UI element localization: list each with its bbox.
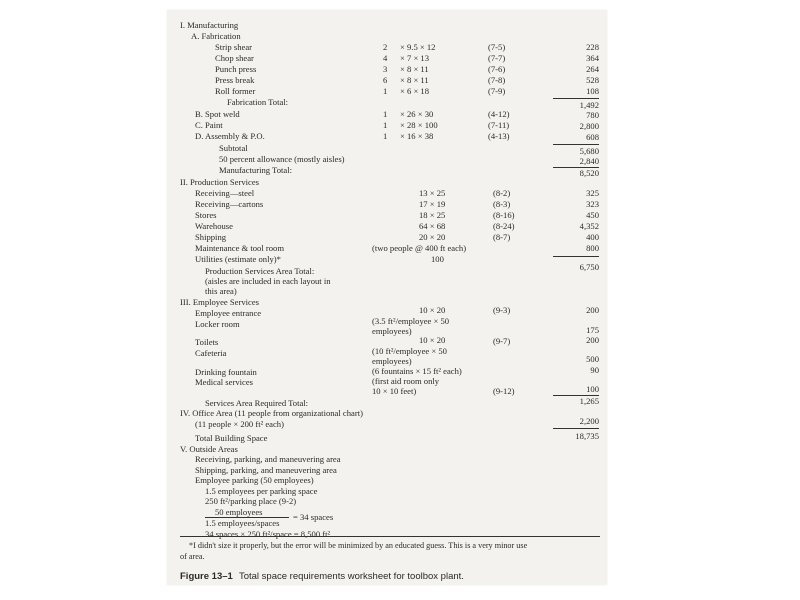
- row-area: 90: [590, 365, 599, 375]
- row-dims: × 9.5 × 12: [400, 42, 436, 52]
- total-label: Total Building Space: [195, 433, 268, 443]
- fraction-denominator: 1.5 employees/spaces: [205, 518, 280, 528]
- row-dims: × 26 × 30: [400, 109, 434, 119]
- row-label: Locker room: [195, 319, 240, 329]
- row-label: Toilets: [195, 337, 219, 347]
- row-dims: (10 ft²/employee × 50: [372, 346, 447, 356]
- caption-text: Total space requirements worksheet for toolbox plant.: [238, 571, 464, 582]
- row-dims: 17 × 19: [419, 199, 446, 209]
- row-area: 4,352: [579, 221, 599, 231]
- row-area: 228: [586, 42, 599, 52]
- row-label: (11 people × 200 ft² each): [195, 419, 284, 429]
- footnote-rule: [180, 536, 600, 537]
- row-qty: 2: [383, 42, 388, 52]
- row-area: 800: [586, 243, 599, 253]
- row-ref: (9-3): [493, 305, 511, 315]
- row-ref: (7-5): [488, 42, 506, 52]
- fraction-result: = 34 spaces: [293, 512, 334, 522]
- row-label: Punch press: [215, 64, 257, 74]
- total-value: 1,492: [579, 100, 599, 110]
- row-dims: 20 × 20: [419, 232, 446, 242]
- sum-rule: [553, 144, 599, 145]
- subtotal-value: 5,680: [579, 146, 599, 156]
- row-ref: (4-12): [488, 109, 510, 119]
- row-ref: (8-24): [493, 221, 515, 231]
- row-dims: × 7 × 13: [400, 53, 430, 63]
- row-dims: (two people @ 400 ft each): [372, 243, 467, 253]
- row-area: 325: [586, 188, 599, 198]
- scanned-page: [167, 10, 607, 585]
- row-area: 500: [586, 354, 599, 364]
- row-dims: × 6 × 18: [400, 86, 430, 96]
- subtotal-label: Subtotal: [219, 143, 248, 153]
- row-ref: (7-9): [488, 86, 506, 96]
- row-label: Press break: [215, 75, 255, 85]
- row-label: Utilities (estimate only)*: [195, 254, 281, 264]
- row-qty: 1: [383, 109, 388, 119]
- row-dims: 100: [431, 254, 444, 264]
- row-ref: (7-11): [488, 120, 510, 130]
- row-area: 264: [586, 64, 599, 74]
- sum-rule: [553, 98, 599, 99]
- row-dims: × 8 × 11: [400, 75, 429, 85]
- row-qty: 4: [383, 53, 388, 63]
- row-ref: (8-16): [493, 210, 515, 220]
- section-title: II. Production Services: [180, 177, 259, 187]
- row-area: 400: [586, 232, 599, 242]
- sum-rule: [553, 428, 599, 429]
- row-dims: employees): [372, 356, 412, 366]
- row-dims: 10 × 10 feet): [372, 386, 417, 396]
- section-title: III. Employee Services: [180, 297, 259, 307]
- row-ref: (8-2): [493, 188, 511, 198]
- row-area: 100: [586, 384, 599, 394]
- figure-caption: [180, 570, 464, 583]
- row-dims: (first aid room only: [372, 376, 440, 386]
- row-ref: (7-7): [488, 53, 506, 63]
- total-note: this area): [205, 286, 237, 296]
- section-title: I. Manufacturing: [180, 20, 239, 30]
- footnote: *I didn't size it properly, but the error will be minimized by an educated guess. This is a very minor use: [189, 541, 528, 550]
- row-dims: (3.5 ft²/employee × 50: [372, 316, 450, 326]
- row-ref: (7-6): [488, 64, 506, 74]
- row-dims: × 28 × 100: [400, 120, 438, 130]
- row-dims: × 8 × 11: [400, 64, 429, 74]
- row-ref: (8-7): [493, 232, 511, 242]
- row-area: 175: [586, 325, 599, 335]
- row-area: 108: [586, 86, 599, 96]
- total-value: 18,735: [575, 431, 599, 441]
- figure-number: Figure 13–1: [180, 571, 233, 582]
- row-ref: (8-3): [493, 199, 511, 209]
- row-ref: (7-8): [488, 75, 506, 85]
- subsection-title: A. Fabrication: [191, 31, 241, 41]
- row-area: 2,800: [579, 121, 599, 131]
- text-line: 34 spaces × 250 ft²/space = 8,500 ft²: [205, 529, 331, 539]
- row-ref: (9-7): [493, 336, 511, 346]
- row-area: 364: [586, 53, 599, 63]
- total-label: Production Services Area Total:: [205, 266, 315, 276]
- row-label: Roll former: [215, 86, 256, 96]
- row-area: 323: [586, 199, 599, 209]
- row-dims: 10 × 20: [419, 335, 446, 345]
- row-label: Shipping: [195, 232, 227, 242]
- total-value: 1,265: [579, 396, 599, 406]
- row-label: Drinking fountain: [195, 367, 257, 377]
- row-dims: × 16 × 38: [400, 131, 434, 141]
- footnote: of area.: [180, 552, 205, 561]
- row-label: Warehouse: [195, 221, 233, 231]
- row-dims: 64 × 68: [419, 221, 446, 231]
- row-area: 2,200: [579, 416, 599, 426]
- row-qty: 1: [383, 86, 388, 96]
- row-qty: 6: [383, 75, 388, 85]
- row-label: Maintenance & tool room: [195, 243, 285, 253]
- row-qty: 1: [383, 120, 388, 130]
- total-label: Fabrication Total:: [227, 97, 289, 107]
- total-note: (aisles are included in each layout in: [205, 276, 331, 286]
- row-area: 450: [586, 210, 599, 220]
- row-area: 780: [586, 110, 599, 120]
- allowance-label: 50 percent allowance (mostly aisles): [219, 154, 345, 164]
- row-dims: 10 × 20: [419, 305, 446, 315]
- row-label: Employee entrance: [195, 308, 262, 318]
- total-value: 8,520: [579, 168, 599, 178]
- text-line: Shipping, parking, and maneuvering area: [195, 465, 337, 475]
- text-line: Employee parking (50 employees): [195, 475, 314, 485]
- row-dims: 18 × 25: [419, 210, 446, 220]
- row-label: B. Spot weld: [195, 109, 240, 119]
- row-dims: employees): [372, 326, 412, 336]
- row-label: Receiving—steel: [195, 188, 255, 198]
- row-qty: 3: [383, 64, 388, 74]
- fraction-numerator: 50 employees: [215, 507, 263, 517]
- row-dims: 13 × 25: [419, 188, 446, 198]
- row-ref: (9-12): [493, 386, 515, 396]
- row-area: 200: [586, 335, 599, 345]
- row-label: Receiving—cartons: [195, 199, 264, 209]
- row-label: C. Paint: [195, 120, 223, 130]
- row-label: Strip shear: [215, 42, 252, 52]
- row-label: Stores: [195, 210, 217, 220]
- section-title: V. Outside Areas: [180, 444, 238, 454]
- row-label: Medical services: [195, 377, 253, 387]
- row-area: 528: [586, 75, 599, 85]
- total-label: Manufacturing Total:: [219, 165, 292, 175]
- allowance-value: 2,840: [579, 156, 599, 166]
- row-area: 608: [586, 132, 599, 142]
- row-area: 200: [586, 305, 599, 315]
- total-value: 6,750: [579, 262, 599, 272]
- section-title: IV. Office Area (11 people from organizational chart): [180, 408, 363, 418]
- row-label: Chop shear: [215, 53, 254, 63]
- row-dims: (6 fountains × 15 ft² each): [372, 366, 462, 376]
- sum-rule: [553, 256, 599, 257]
- text-line: 250 ft²/parking place (9-2): [205, 496, 297, 506]
- text-line: 1.5 employees per parking space: [205, 486, 318, 496]
- row-label: Cafeteria: [195, 348, 227, 358]
- text-line: Receiving, parking, and maneuvering area: [195, 454, 341, 464]
- row-label: D. Assembly & P.O.: [195, 131, 265, 141]
- total-label: Services Area Required Total:: [205, 398, 309, 408]
- row-ref: (4-13): [488, 131, 510, 141]
- row-qty: 1: [383, 131, 388, 141]
